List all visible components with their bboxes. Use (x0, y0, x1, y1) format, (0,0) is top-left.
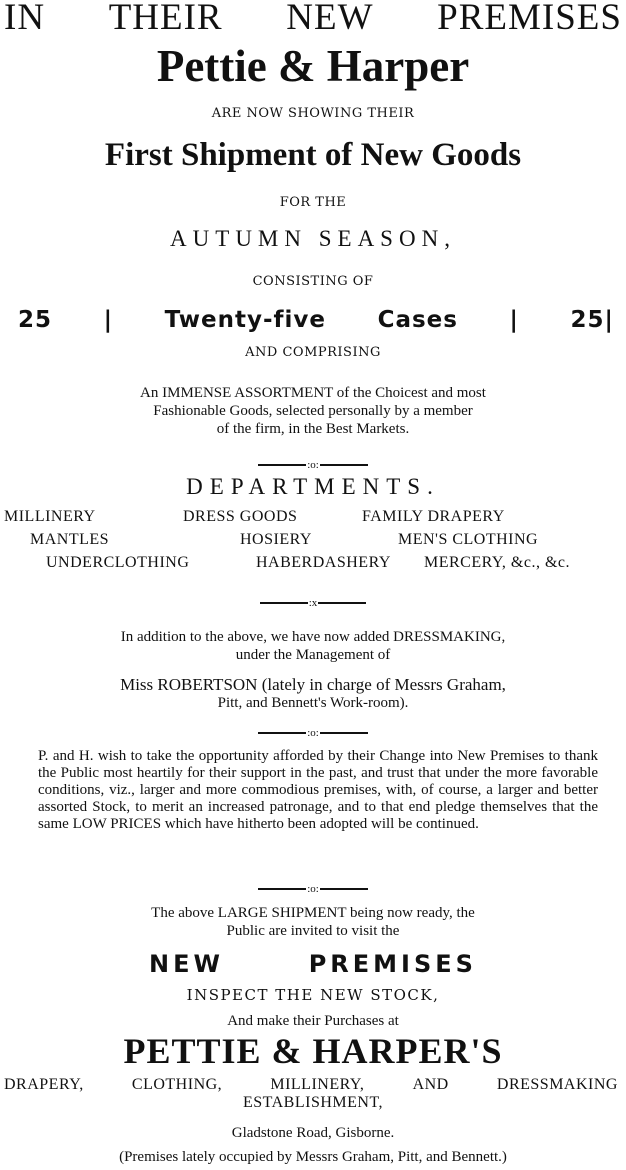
rule-mark: :o: (307, 726, 319, 739)
firm-possessive: PETTIE & HARPER'S (123, 1031, 503, 1071)
rule (0, 878, 626, 896)
first-shipment: First Shipment of New Goods (104, 137, 522, 173)
establishment-word: DRAPERY, (4, 1076, 84, 1093)
department: DRESS GOODS (183, 508, 298, 525)
cases-number: 25| (570, 307, 614, 333)
establishment-word: MILLINERY, (270, 1076, 365, 1093)
rule (0, 592, 626, 610)
department: MILLINERY (4, 508, 96, 525)
consisting-of: CONSISTING OF (252, 274, 374, 289)
establishment-word: DRESSMAKING (496, 1076, 618, 1093)
rule-mark: :x (308, 596, 318, 609)
department: UNDERCLOTHING (46, 554, 190, 571)
rule-mark: :o: (307, 458, 319, 471)
banner-word: NEW (149, 950, 224, 978)
headline (0, 0, 626, 39)
rule-mark: :o: (307, 882, 319, 895)
cases-word: Twenty-five (164, 307, 326, 333)
cases-line (0, 307, 626, 333)
assortment-line: Fashionable Goods, selected personally by a member (153, 403, 473, 419)
cases-divider: | (103, 307, 113, 333)
new-premises-banner (0, 950, 626, 978)
headline-word: PREMISES (437, 0, 622, 38)
shipment-line: Public are invited to visit the (226, 923, 400, 939)
headline-word: NEW (286, 0, 374, 38)
establishment: ESTABLISHMENT, (242, 1094, 384, 1111)
establishment-word: CLOTHING, (131, 1076, 223, 1093)
headline-word: THEIR (108, 0, 223, 38)
inspect-line: INSPECT THE NEW STOCK, (186, 986, 440, 1004)
establishment-words (0, 1076, 626, 1094)
department: HABERDASHERY (256, 554, 391, 571)
dressmaking-line: In addition to the above, we have now added DRESSMAKING, (120, 629, 506, 645)
robertson-line: Miss ROBERTSON (lately in charge of Messrs Graham, (120, 675, 506, 694)
comprising: AND COMPRISING (245, 345, 381, 360)
firm-name: Pettie & Harper (156, 41, 470, 91)
cases-divider: | (509, 307, 519, 333)
season: AUTUMN SEASON, (170, 226, 456, 251)
dressmaking-line: under the Management of (235, 647, 391, 663)
robertson-line: Pitt, and Bennett's Work-room). (217, 695, 409, 711)
purchases-line: And make their Purchases at (227, 1013, 399, 1029)
cases-word: Cases (377, 307, 458, 333)
department: FAMILY DRAPERY (362, 508, 505, 525)
establishment-word: AND (412, 1076, 449, 1093)
assortment-line: An IMMENSE ASSORTMENT of the Choicest and most (140, 385, 486, 401)
thanks-paragraph: P. and H. wish to take the opportunity afforded by their Change into New Premises to thank the Public most heartily for their support in the past, and trust that under the more favorable conditions, viz., larger and more commodious premises, with, of course, a larger and better assorted Stock, to merit an increased patronage, and to that end pledge themselves that the same LOW PRICES which have hitherto been adopted will be continued. (38, 748, 598, 832)
address: Gladstone Road, Gisborne. (231, 1125, 395, 1141)
shipment-line: The above LARGE SHIPMENT being now ready, the (151, 905, 475, 921)
rule (0, 722, 626, 740)
department: MEN'S CLOTHING (398, 531, 539, 548)
departments-title: DEPARTMENTS. (186, 474, 440, 499)
assortment-line: of the firm, in the Best Markets. (216, 421, 410, 437)
department: MANTLES (30, 531, 110, 548)
now-showing: ARE NOW SHOWING THEIR (211, 106, 415, 121)
for-the: FOR THE (279, 195, 347, 210)
department: HOSIERY (240, 531, 312, 548)
banner-word: PREMISES (308, 950, 477, 978)
headline-word: IN (4, 0, 46, 38)
previous-occupants: (Premises lately occupied by Messrs Graham, Pitt, and Bennett.) (119, 1149, 507, 1165)
cases-number: 25 (18, 307, 53, 333)
department: MERCERY, &c., &c. (424, 554, 570, 571)
rule (0, 454, 626, 472)
